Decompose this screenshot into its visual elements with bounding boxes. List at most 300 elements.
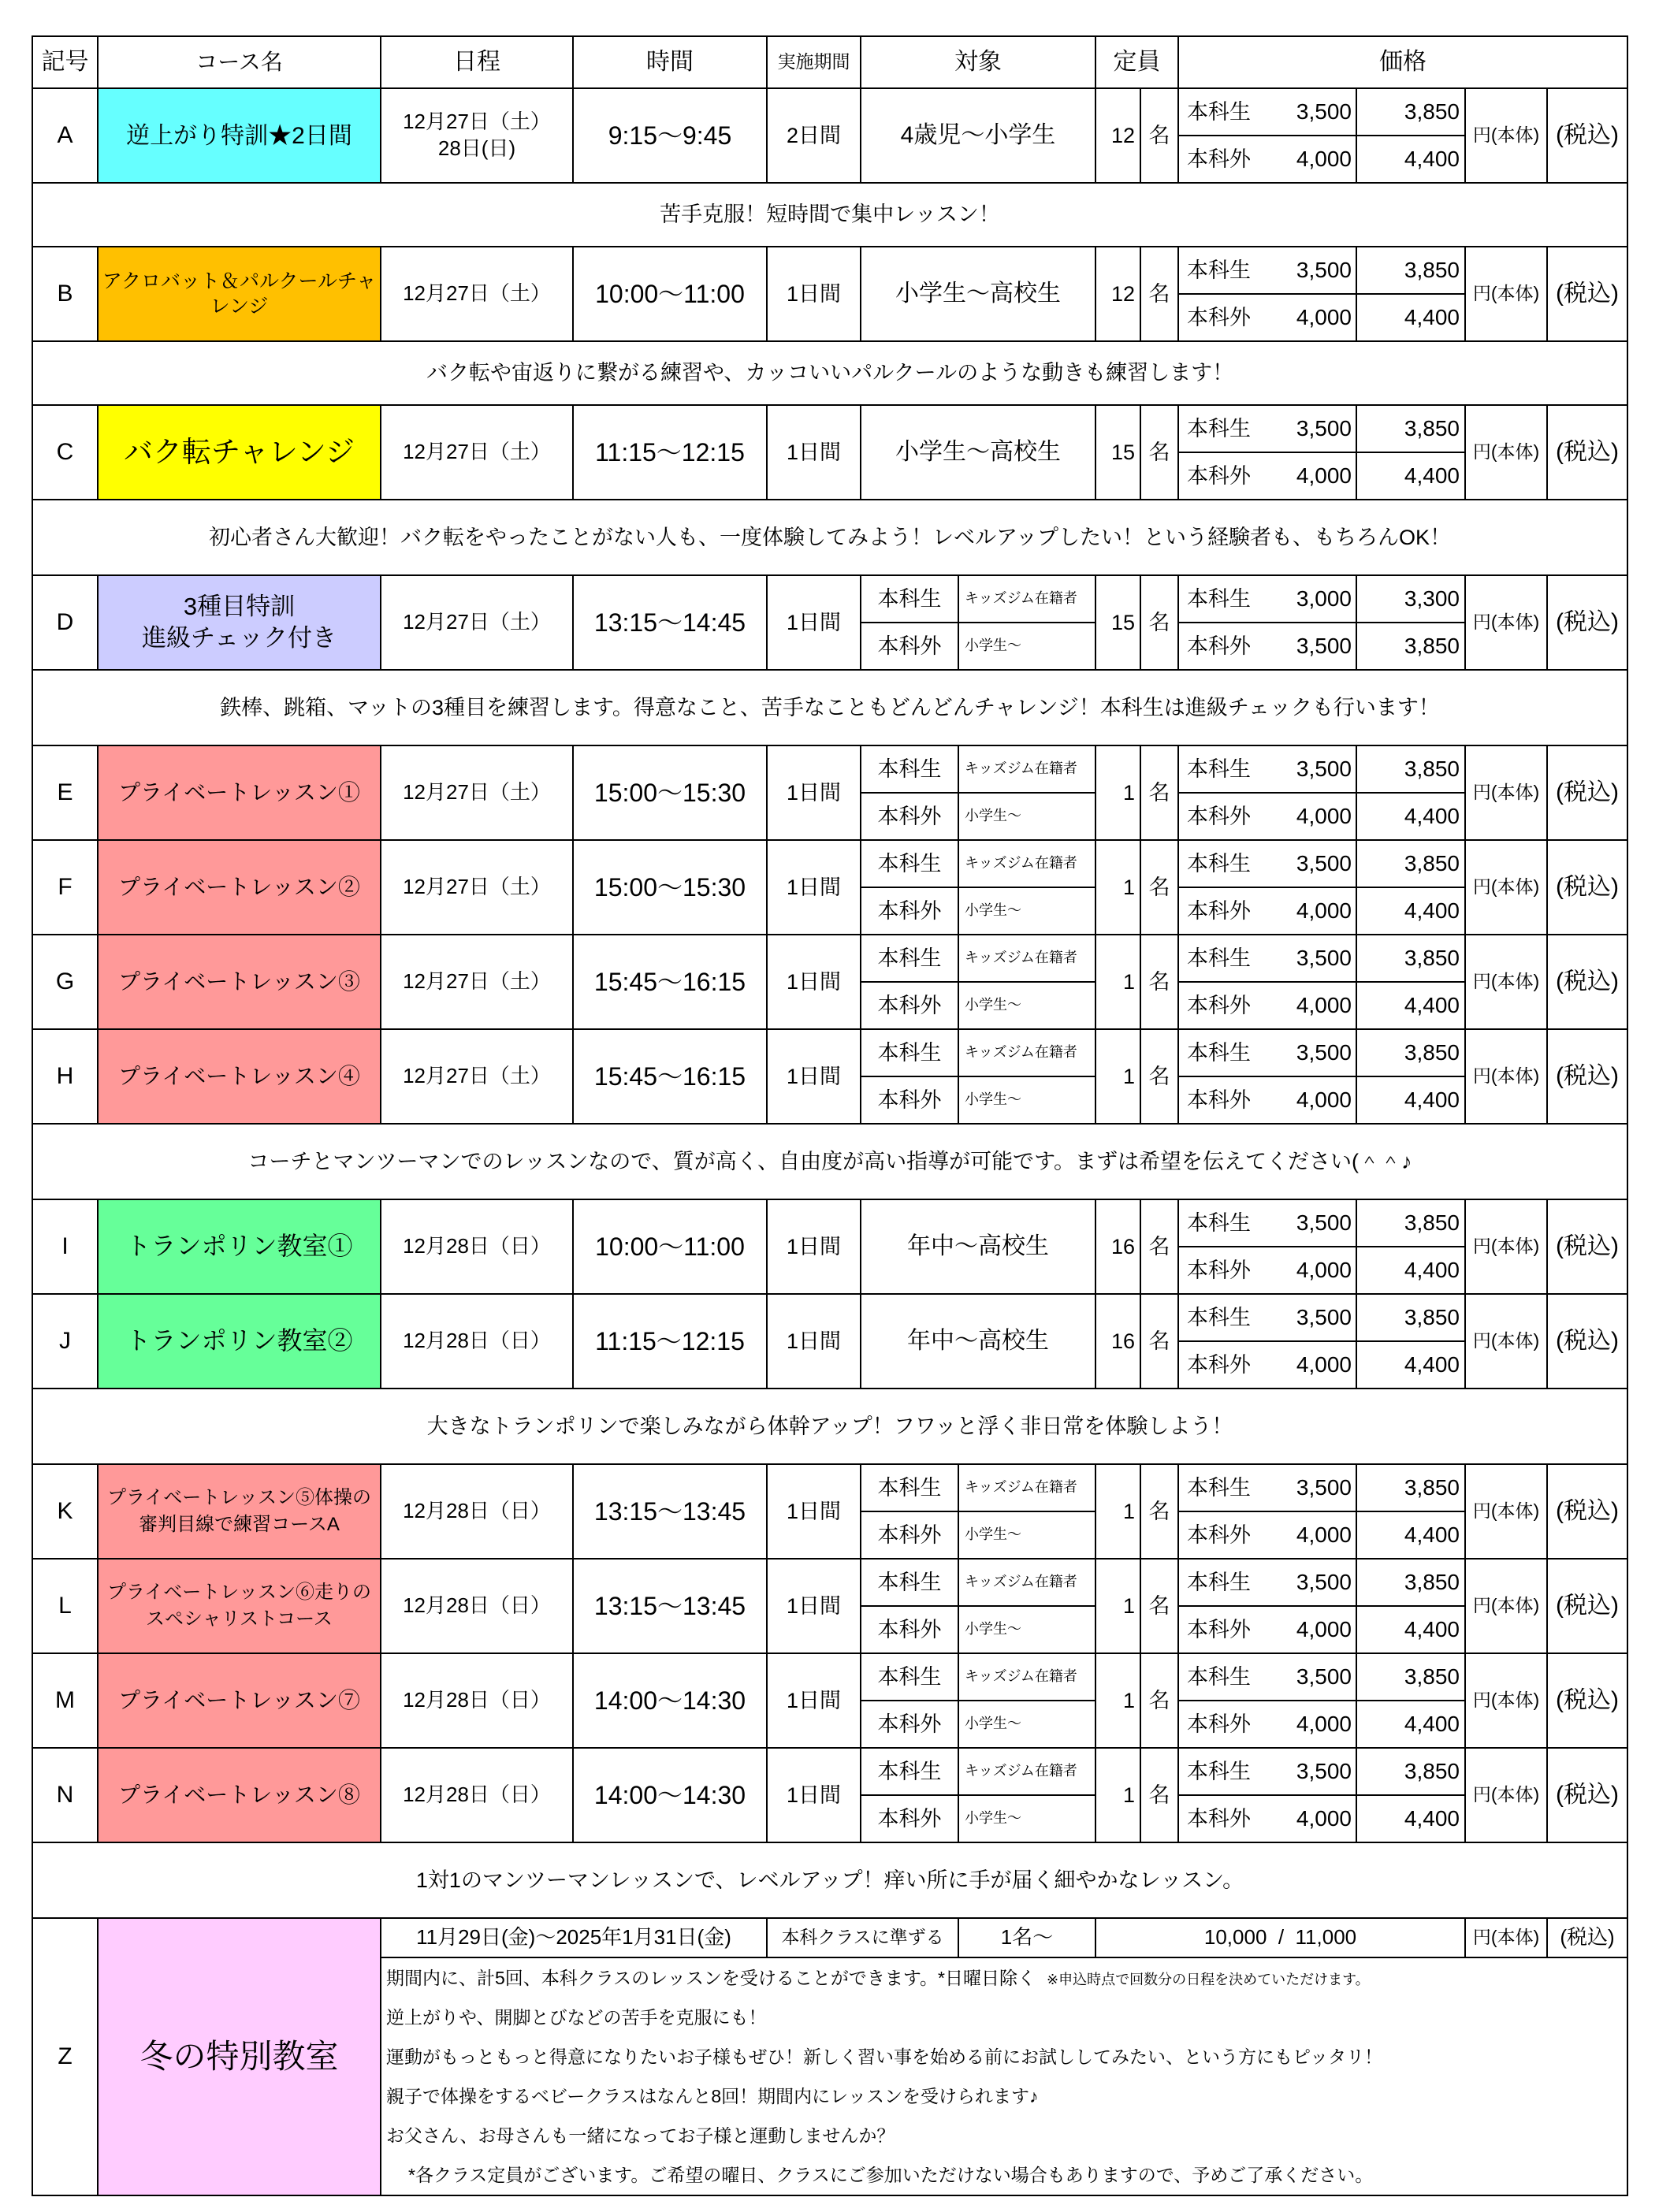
course-date: 12月28日（日）: [381, 1559, 573, 1653]
winter-detail-line: [381, 2116, 1627, 2155]
header-course-name: コース名: [98, 36, 381, 88]
capacity-count: 1: [1095, 935, 1140, 1029]
capacity-count: 16: [1095, 1294, 1140, 1389]
target-group-label: 本科生: [861, 840, 958, 887]
price-member-type: 本科生: [1178, 1653, 1255, 1701]
winter-detail-text: 親子で体操をするベビークラスはなんと8回！期間内にレッスンを受けられます♪: [386, 2086, 1039, 2106]
target-group-label: 本科生: [861, 575, 958, 623]
course-period: 1日間: [767, 840, 861, 935]
price-base: 4,000: [1255, 1247, 1356, 1294]
price-base: 4,000: [1255, 793, 1356, 840]
course-date: 12月27日（土）: [381, 935, 573, 1029]
winter-capacity: 1名～: [958, 1918, 1095, 1957]
course-code: F: [32, 840, 98, 935]
price-member-type: 本科外: [1178, 793, 1255, 840]
course-code: J: [32, 1294, 98, 1389]
winter-detail-text: *各クラス定員がございます。ご希望の曜日、クラスにご参加いただけない場合もありますので、予めご了承ください。: [408, 2165, 1374, 2185]
course-code: L: [32, 1559, 98, 1653]
winter-detail-line: [381, 1958, 1627, 1998]
target-group-note: キッズジム在籍者: [958, 745, 1095, 793]
course-name: アクロバット＆パルクールチャレンジ: [98, 247, 381, 341]
course-name: プライベートレッスン⑧: [98, 1748, 381, 1842]
tax-included-label: (税込): [1547, 575, 1627, 670]
price-with-tax: 3,850: [1356, 1748, 1465, 1795]
winter-price: 10,000 / 11,000: [1095, 1918, 1465, 1957]
price-with-tax: 3,850: [1356, 405, 1465, 452]
capacity-unit: 名: [1140, 1464, 1178, 1559]
description-text: 苦手克服！短時間で集中レッスン！: [32, 183, 1627, 247]
price-with-tax: 3,850: [1356, 88, 1465, 136]
price-with-tax: 4,400: [1356, 887, 1465, 935]
course-period: 1日間: [767, 935, 861, 1029]
course-code: K: [32, 1464, 98, 1559]
capacity-unit: 名: [1140, 247, 1178, 341]
course-time: 11:15～12:15: [573, 1294, 767, 1389]
price-base: 4,000: [1255, 887, 1356, 935]
tax-included-label: (税込): [1547, 840, 1627, 935]
price-base: 3,500: [1255, 405, 1356, 452]
price-base: 3,500: [1255, 1294, 1356, 1341]
price-with-tax: 4,400: [1356, 1247, 1465, 1294]
winter-detail-note: ※申込時点で回数分の日程を決めていただけます。: [1046, 1972, 1370, 1987]
header-row: [32, 36, 1627, 88]
price-member-type: 本科外: [1178, 452, 1255, 500]
price-base: 4,000: [1255, 1076, 1356, 1124]
price-unit-label: 円(本体): [1465, 935, 1547, 1029]
header-capacity: 定員: [1095, 36, 1178, 88]
course-row-c: [32, 405, 1627, 452]
header-price: 価格: [1178, 36, 1627, 88]
price-member-type: 本科外: [1178, 982, 1255, 1029]
price-with-tax: 3,850: [1356, 1199, 1465, 1247]
price-base: 3,500: [1255, 1653, 1356, 1701]
course-time: 15:00～15:30: [573, 745, 767, 840]
target-group-note: 小学生～: [958, 887, 1095, 935]
price-unit-label: 円(本体): [1465, 88, 1547, 183]
price-unit-label: 円(本体): [1465, 840, 1547, 935]
winter-detail-line: [381, 2155, 1627, 2195]
price-member-type: 本科生: [1178, 840, 1255, 887]
price-member-type: 本科外: [1178, 887, 1255, 935]
price-with-tax: 4,400: [1356, 1701, 1465, 1748]
capacity-unit: 名: [1140, 1029, 1178, 1124]
course-date: 12月28日（日）: [381, 1464, 573, 1559]
price-base: 4,000: [1255, 1795, 1356, 1842]
tax-included-label: (税込): [1547, 1748, 1627, 1842]
price-base: 3,500: [1255, 1029, 1356, 1076]
course-period: 1日間: [767, 1294, 861, 1389]
winter-detail-line: [381, 2076, 1627, 2116]
winter-detail-text: 逆上がりや、開脚とびなどの苦手を克服にも！: [386, 2007, 767, 2028]
course-code: M: [32, 1653, 98, 1748]
capacity-count: 15: [1095, 405, 1140, 500]
price-base: 4,000: [1255, 136, 1356, 183]
capacity-count: 1: [1095, 745, 1140, 840]
course-name: トランポリン教室②: [98, 1294, 381, 1389]
target-group-label: 本科生: [861, 1559, 958, 1606]
price-base: 3,500: [1255, 1748, 1356, 1795]
price-with-tax: 3,850: [1356, 247, 1465, 294]
course-time: 15:45～16:15: [573, 1029, 767, 1124]
capacity-count: 1: [1095, 1748, 1140, 1842]
target-group-note: キッズジム在籍者: [958, 1653, 1095, 1701]
course-name: 3種目特訓 進級チェック付き: [98, 575, 381, 670]
course-date: 12月27日（土）: [381, 745, 573, 840]
target-group-note: キッズジム在籍者: [958, 1748, 1095, 1795]
price-with-tax: 3,850: [1356, 1029, 1465, 1076]
header-time: 時間: [573, 36, 767, 88]
price-with-tax: 4,400: [1356, 136, 1465, 183]
price-unit-label: 円(本体): [1465, 1199, 1547, 1294]
price-member-type: 本科生: [1178, 247, 1255, 294]
course-code: A: [32, 88, 98, 183]
course-name: プライベートレッスン①: [98, 745, 381, 840]
course-date: 12月27日（土）: [381, 247, 573, 341]
winter-detail-text: 期間内に、計5回、本科クラスのレッスンを受けることができます。*日曜日除く: [386, 1968, 1036, 1988]
winter-detail-line: [381, 2037, 1627, 2076]
course-time: 15:00～15:30: [573, 840, 767, 935]
target-group-note: 小学生～: [958, 982, 1095, 1029]
price-with-tax: 4,400: [1356, 1606, 1465, 1653]
course-period: 1日間: [767, 1464, 861, 1559]
price-unit-label: 円(本体): [1465, 1653, 1547, 1748]
header-period: 実施期間: [767, 36, 861, 88]
course-name: プライベートレッスン⑤体操の審判目線で練習コースA: [98, 1464, 381, 1559]
price-with-tax: 4,400: [1356, 982, 1465, 1029]
course-period: 1日間: [767, 1653, 861, 1748]
course-period: 1日間: [767, 1029, 861, 1124]
price-member-type: 本科生: [1178, 1748, 1255, 1795]
price-with-tax: 4,400: [1356, 1795, 1465, 1842]
capacity-unit: 名: [1140, 88, 1178, 183]
target-group-note: 小学生～: [958, 1701, 1095, 1748]
price-base: 4,000: [1255, 294, 1356, 341]
target-group-label: 本科生: [861, 1748, 958, 1795]
price-unit-label: 円(本体): [1465, 247, 1547, 341]
course-name: プライベートレッスン④: [98, 1029, 381, 1124]
course-time: 14:00～14:30: [573, 1748, 767, 1842]
course-time: 13:15～13:45: [573, 1464, 767, 1559]
price-member-type: 本科生: [1178, 935, 1255, 982]
target-group-label: 本科外: [861, 1701, 958, 1748]
course-name: バク転チャレンジ: [98, 405, 381, 500]
course-row-i: [32, 1199, 1627, 1247]
price-unit-label: 円(本体): [1465, 1029, 1547, 1124]
price-member-type: 本科外: [1178, 294, 1255, 341]
target-group-note: キッズジム在籍者: [958, 1029, 1095, 1076]
course-row-k: [32, 1464, 1627, 1511]
tax-included-label: (税込): [1547, 1559, 1627, 1653]
winter-detail-text: お父さん、お母さんも一緒になってお子様と運動しませんか？: [386, 2125, 895, 2146]
tax-included-label: (税込): [1547, 1464, 1627, 1559]
course-target: 4歳児～小学生: [861, 88, 1095, 183]
course-date: 12月28日（日）: [381, 1294, 573, 1389]
target-group-note: キッズジム在籍者: [958, 1464, 1095, 1511]
course-row-f: [32, 840, 1627, 887]
course-target: 小学生～高校生: [861, 247, 1095, 341]
course-date: 12月27日（土）: [381, 405, 573, 500]
price-base: 4,000: [1255, 1511, 1356, 1559]
schedule-table-body: [32, 88, 1627, 2195]
target-group-note: キッズジム在籍者: [958, 840, 1095, 887]
target-group-label: 本科生: [861, 1464, 958, 1511]
capacity-count: 1: [1095, 1464, 1140, 1559]
course-time: 10:00～11:00: [573, 247, 767, 341]
course-row-j: [32, 1294, 1627, 1341]
course-period: 1日間: [767, 247, 861, 341]
course-code: B: [32, 247, 98, 341]
tax-included-label: (税込): [1547, 1029, 1627, 1124]
header-schedule: 日程: [381, 36, 573, 88]
course-period: 1日間: [767, 405, 861, 500]
price-base: 3,500: [1255, 247, 1356, 294]
price-unit-label: 円(本体): [1465, 1464, 1547, 1559]
price-member-type: 本科生: [1178, 745, 1255, 793]
target-group-label: 本科外: [861, 623, 958, 670]
price-base: 3,500: [1255, 623, 1356, 670]
target-group-label: 本科生: [861, 745, 958, 793]
price-unit-label: 円(本体): [1465, 405, 1547, 500]
course-time: 11:15～12:15: [573, 405, 767, 500]
description-row: [32, 500, 1627, 575]
winter-condition: 本科クラスに準ずる: [767, 1918, 958, 1957]
target-group-label: 本科外: [861, 793, 958, 840]
price-with-tax: 4,400: [1356, 1511, 1465, 1559]
course-period: 1日間: [767, 1199, 861, 1294]
price-member-type: 本科外: [1178, 1341, 1255, 1389]
price-base: 4,000: [1255, 982, 1356, 1029]
course-date: 12月27日（土）: [381, 1029, 573, 1124]
price-unit-label: 円(本体): [1465, 1918, 1547, 1957]
course-date: 12月27日（土）: [381, 840, 573, 935]
course-row-m: [32, 1653, 1627, 1701]
price-base: 4,000: [1255, 452, 1356, 500]
price-member-type: 本科外: [1178, 1795, 1255, 1842]
course-code: E: [32, 745, 98, 840]
price-base: 3,500: [1255, 1559, 1356, 1606]
target-group-note: キッズジム在籍者: [958, 935, 1095, 982]
description-row: [32, 1389, 1627, 1464]
target-group-note: 小学生～: [958, 1795, 1095, 1842]
capacity-unit: 名: [1140, 1294, 1178, 1389]
course-row-e: [32, 745, 1627, 793]
description-row: [32, 183, 1627, 247]
price-base: 3,000: [1255, 575, 1356, 623]
price-with-tax: 4,400: [1356, 1076, 1465, 1124]
price-base: 4,000: [1255, 1606, 1356, 1653]
price-member-type: 本科生: [1178, 1029, 1255, 1076]
price-unit-label: 円(本体): [1465, 745, 1547, 840]
target-group-note: キッズジム在籍者: [958, 1559, 1095, 1606]
header-code: 記号: [32, 36, 98, 88]
price-with-tax: 4,400: [1356, 1341, 1465, 1389]
course-date: 12月28日（日）: [381, 1653, 573, 1748]
price-member-type: 本科生: [1178, 575, 1255, 623]
capacity-unit: 名: [1140, 405, 1178, 500]
capacity-count: 15: [1095, 575, 1140, 670]
description-text: 1対1のマンツーマンレッスンで、レベルアップ！痒い所に手が届く細やかなレッスン。: [32, 1842, 1627, 1918]
price-member-type: 本科外: [1178, 1606, 1255, 1653]
price-unit-label: 円(本体): [1465, 1748, 1547, 1842]
course-row-a: [32, 88, 1627, 136]
course-code: N: [32, 1748, 98, 1842]
price-member-type: 本科外: [1178, 1511, 1255, 1559]
course-name: プライベートレッスン③: [98, 935, 381, 1029]
capacity-unit: 名: [1140, 575, 1178, 670]
description-text: 初心者さん大歓迎！バク転をやったことがない人も、一度体験してみよう！レベルアップしたい！という経験者も、もちろんOK！: [32, 500, 1627, 575]
price-unit-label: 円(本体): [1465, 1294, 1547, 1389]
course-date: 12月28日（日）: [381, 1748, 573, 1842]
course-period: 1日間: [767, 1559, 861, 1653]
capacity-unit: 名: [1140, 745, 1178, 840]
course-row-h: [32, 1029, 1627, 1076]
winter-detail-text: 運動がもっともっと得意になりたいお子様もぜひ！新しく習い事を始める前にお試ししてみたい、という方にもピッタリ！: [386, 2047, 1383, 2067]
course-code: I: [32, 1199, 98, 1294]
capacity-unit: 名: [1140, 1653, 1178, 1748]
target-group-label: 本科外: [861, 1606, 958, 1653]
course-target: 年中～高校生: [861, 1294, 1095, 1389]
description-row: [32, 1124, 1627, 1199]
price-member-type: 本科生: [1178, 88, 1255, 136]
price-base: 3,500: [1255, 1199, 1356, 1247]
price-with-tax: 3,850: [1356, 935, 1465, 982]
target-group-label: 本科生: [861, 1029, 958, 1076]
price-member-type: 本科生: [1178, 405, 1255, 452]
capacity-unit: 名: [1140, 1199, 1178, 1294]
description-text: コーチとマンツーマンでのレッスンなので、質が高く、自由度が高い指導が可能です。まずは希望を伝えてください(＾＾♪: [32, 1124, 1627, 1199]
description-text: 鉄棒、跳箱、マットの3種目を練習します。得意なこと、苦手なこともどんどんチャレンジ！本科生は進級チェックも行います！: [32, 670, 1627, 745]
course-row-l: [32, 1559, 1627, 1606]
capacity-unit: 名: [1140, 935, 1178, 1029]
price-member-type: 本科外: [1178, 1076, 1255, 1124]
target-group-label: 本科外: [861, 1795, 958, 1842]
tax-included-label: (税込): [1547, 935, 1627, 1029]
price-unit-label: 円(本体): [1465, 1559, 1547, 1653]
capacity-count: 1: [1095, 1653, 1140, 1748]
price-base: 3,500: [1255, 935, 1356, 982]
price-member-type: 本科生: [1178, 1199, 1255, 1247]
target-group-label: 本科生: [861, 935, 958, 982]
target-group-label: 本科外: [861, 887, 958, 935]
price-member-type: 本科生: [1178, 1559, 1255, 1606]
capacity-count: 1: [1095, 1029, 1140, 1124]
winter-details: [381, 1957, 1627, 2195]
price-base: 4,000: [1255, 1341, 1356, 1389]
course-schedule-table: [32, 35, 1628, 2196]
capacity-count: 1: [1095, 1559, 1140, 1653]
price-base: 3,500: [1255, 1464, 1356, 1511]
target-group-note: 小学生～: [958, 793, 1095, 840]
winter-detail-line: [381, 1998, 1627, 2037]
price-member-type: 本科外: [1178, 1247, 1255, 1294]
course-date: 12月27日（土）: [381, 575, 573, 670]
course-code: G: [32, 935, 98, 1029]
description-row: [32, 1842, 1627, 1918]
course-time: 13:15～13:45: [573, 1559, 767, 1653]
price-base: 3,500: [1255, 88, 1356, 136]
course-target: 小学生～高校生: [861, 405, 1095, 500]
description-row: [32, 341, 1627, 405]
target-group-note: キッズジム在籍者: [958, 575, 1095, 623]
capacity-count: 1: [1095, 840, 1140, 935]
course-time: 9:15～9:45: [573, 88, 767, 183]
course-name: 冬の特別教室: [98, 1918, 381, 2195]
course-time: 14:00～14:30: [573, 1653, 767, 1748]
price-base: 4,000: [1255, 1701, 1356, 1748]
price-member-type: 本科生: [1178, 1464, 1255, 1511]
price-member-type: 本科生: [1178, 1294, 1255, 1341]
course-code: C: [32, 405, 98, 500]
tax-included-label: (税込): [1547, 1918, 1627, 1957]
capacity-unit: 名: [1140, 1559, 1178, 1653]
winter-period: 11月29日(金)～2025年1月31日(金): [381, 1918, 767, 1957]
course-row-n: [32, 1748, 1627, 1795]
course-name: プライベートレッスン②: [98, 840, 381, 935]
price-member-type: 本科外: [1178, 623, 1255, 670]
course-row-d: [32, 575, 1627, 623]
price-with-tax: 3,850: [1356, 1653, 1465, 1701]
capacity-count: 12: [1095, 247, 1140, 341]
tax-included-label: (税込): [1547, 247, 1627, 341]
course-period: 1日間: [767, 745, 861, 840]
capacity-unit: 名: [1140, 840, 1178, 935]
course-period: 1日間: [767, 1748, 861, 1842]
price-base: 3,500: [1255, 840, 1356, 887]
target-group-note: 小学生～: [958, 1511, 1095, 1559]
description-row: [32, 670, 1627, 745]
course-period: 2日間: [767, 88, 861, 183]
target-group-note: 小学生～: [958, 1606, 1095, 1653]
header-target: 対象: [861, 36, 1095, 88]
course-time: 13:15～14:45: [573, 575, 767, 670]
course-code: D: [32, 575, 98, 670]
course-time: 15:45～16:15: [573, 935, 767, 1029]
course-row-z: [32, 1918, 1627, 1957]
tax-included-label: (税込): [1547, 1199, 1627, 1294]
price-with-tax: 3,300: [1356, 575, 1465, 623]
course-name: プライベートレッスン⑦: [98, 1653, 381, 1748]
price-member-type: 本科外: [1178, 136, 1255, 183]
target-group-label: 本科外: [861, 1511, 958, 1559]
price-with-tax: 4,400: [1356, 793, 1465, 840]
tax-included-label: (税込): [1547, 745, 1627, 840]
price-with-tax: 3,850: [1356, 745, 1465, 793]
tax-included-label: (税込): [1547, 1653, 1627, 1748]
target-group-note: 小学生～: [958, 623, 1095, 670]
price-with-tax: 4,400: [1356, 294, 1465, 341]
course-name: トランポリン教室①: [98, 1199, 381, 1294]
tax-included-label: (税込): [1547, 1294, 1627, 1389]
course-code: Z: [32, 1918, 98, 2195]
course-row-b: [32, 247, 1627, 294]
course-name: プライベートレッスン⑥走りのスペシャリストコース: [98, 1559, 381, 1653]
capacity-count: 12: [1095, 88, 1140, 183]
tax-included-label: (税込): [1547, 88, 1627, 183]
description-text: 大きなトランポリンで楽しみながら体幹アップ！フワッと浮く非日常を体験しよう！: [32, 1389, 1627, 1464]
price-member-type: 本科外: [1178, 1701, 1255, 1748]
course-row-g: [32, 935, 1627, 982]
target-group-label: 本科生: [861, 1653, 958, 1701]
capacity-count: 16: [1095, 1199, 1140, 1294]
target-group-note: 小学生～: [958, 1076, 1095, 1124]
price-base: 3,500: [1255, 745, 1356, 793]
course-name: 逆上がり特訓★2日間: [98, 88, 381, 183]
price-with-tax: 3,850: [1356, 1294, 1465, 1341]
price-with-tax: 4,400: [1356, 452, 1465, 500]
course-date: 12月28日（日）: [381, 1199, 573, 1294]
capacity-unit: 名: [1140, 1748, 1178, 1842]
course-date: 12月27日（土） 28日(日): [381, 88, 573, 183]
